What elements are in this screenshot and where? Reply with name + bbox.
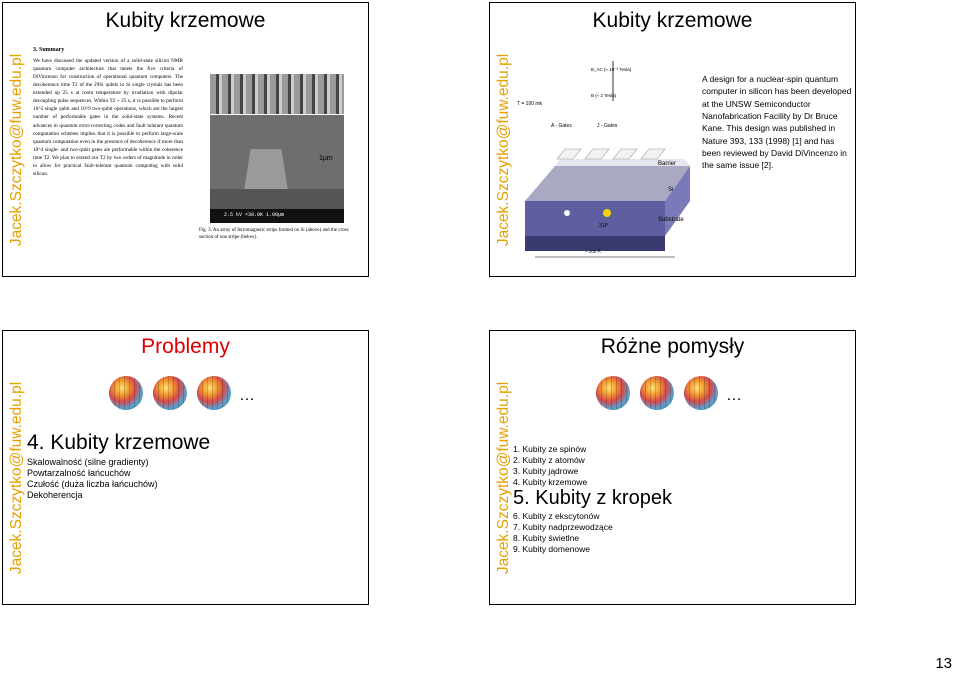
label-temperature: T = 100 mk xyxy=(517,101,543,107)
slide-kane-design xyxy=(489,2,856,277)
slide-silicon-summary xyxy=(2,2,369,277)
fig-caption: Fig. 3. An array of ferromagnetic strips formed on Si (above) and the cross section of one stripe (below). xyxy=(199,228,349,240)
idea-item: 7. Kubity nadprzewodzące xyxy=(513,522,613,532)
watermark: Jacek.Szczytko@fuw.edu.pl xyxy=(8,53,25,246)
summary-heading: 3. Summary xyxy=(33,47,65,53)
qubit-sphere-icon xyxy=(640,376,674,410)
problem-item: Powtarzalność łańcuchów xyxy=(27,468,131,478)
page-number: 13 xyxy=(935,655,952,672)
label-substrate: Substrate xyxy=(658,217,684,223)
ellipsis: … xyxy=(239,387,255,404)
label-spacing: ~ 200 Å xyxy=(585,249,601,254)
idea-item: 1. Kubity ze spinów xyxy=(513,444,587,454)
sem-scale-label: 2.5 kV ×30.0K 1.00μm xyxy=(224,212,285,218)
label-field-ac: B_AC (≈ 10⁻³ Tesla) xyxy=(591,67,632,72)
ellipsis: … xyxy=(726,387,742,404)
problem-item: Skalowalność (silne gradienty) xyxy=(27,457,149,467)
sem-image-top xyxy=(210,74,344,114)
scale-bar-label: 1μm xyxy=(319,155,333,162)
label-j-gates: J - Gates xyxy=(597,123,618,129)
slide-problems xyxy=(2,330,369,605)
problem-item: Czułość (duża liczba łańcuchów) xyxy=(27,479,158,489)
label-donor: 31P xyxy=(599,223,608,229)
slide-ideas xyxy=(489,330,856,605)
idea-item: 9. Kubity domenowe xyxy=(513,544,591,554)
idea-item: 3. Kubity jądrowe xyxy=(513,466,579,476)
idea-item: 6. Kubity z ekscytonów xyxy=(513,511,600,521)
idea-item: 2. Kubity z atomów xyxy=(513,455,585,465)
watermark: Jacek.Szczytko@fuw.edu.pl xyxy=(8,381,25,574)
kane-diagram xyxy=(515,51,695,266)
label-field-b: B (≈ 2 Tesla) xyxy=(591,93,617,98)
label-a-gates: A - Gates xyxy=(551,123,572,129)
slide-title: Różne pomysły xyxy=(600,335,745,358)
idea-item: 8. Kubity świetlne xyxy=(513,533,580,543)
summary-text: We have discussed the updated version of a solid-state silicon NMR quantum computer architecture that meets the five criteria of DiVincenzo for construction of operational quantum computers. The decoherence time T2 of the 29Si qubits in Si single crystals has been extended up 25 s at room temperature by irradiation with dipolar decoupling pulse sequences. Within T2 ~ 25 s, it is possible to perform 10^5 single qubit and 10^9 two-qubit operations, which are the largest number of performable gates in the solid-state systems. Recent advances in quantum error-correcting codes and fault tolerant quantum computation schemes implies that it is possible to perform large-scale quantum computation even in the presence of decoherence if more than 10^4 single- and two-qubit gates are performable within the coherence time T2. We plan to extend our T2 by two orders of magnitude in order to allow for practical fault-tolerant quantum computing with solid silicon. xyxy=(33,58,183,177)
qubit-sphere-icon xyxy=(197,376,231,410)
slide-title: Problemy xyxy=(141,335,230,358)
qubit-sphere-icon xyxy=(153,376,187,410)
kane-diagram-svg xyxy=(515,51,695,266)
qubit-sphere-icon xyxy=(109,376,143,410)
slide-title: Kubity krzemowe xyxy=(105,9,266,32)
problem-item: Dekoherencja xyxy=(27,490,83,500)
label-si: Si xyxy=(668,187,674,193)
slide-title: Kubity krzemowe xyxy=(592,9,753,32)
sem-image-bottom xyxy=(210,115,344,223)
design-description: A design for a nuclear-spin quantum computer in silicon has been developed at the UNSW Semiconductor Nanofabrication Facility by Dr Bruce Kane. This design was published in Nature 393, 133 (1998) [1] and has been reviewed by David DiVincenzo in the same issue [2]. xyxy=(702,74,852,171)
section-heading: 4. Kubity krzemowe xyxy=(27,431,211,454)
watermark: Jacek.Szczytko@fuw.edu.pl xyxy=(495,381,512,574)
watermark: Jacek.Szczytko@fuw.edu.pl xyxy=(495,53,512,246)
label-barrier: Barrier xyxy=(658,161,677,167)
qubit-sphere-icon xyxy=(684,376,718,410)
idea-item-highlight: 5. Kubity z kropek xyxy=(513,487,672,509)
idea-item: 4. Kubity krzemowe xyxy=(513,477,588,487)
qubit-sphere-icon xyxy=(596,376,630,410)
